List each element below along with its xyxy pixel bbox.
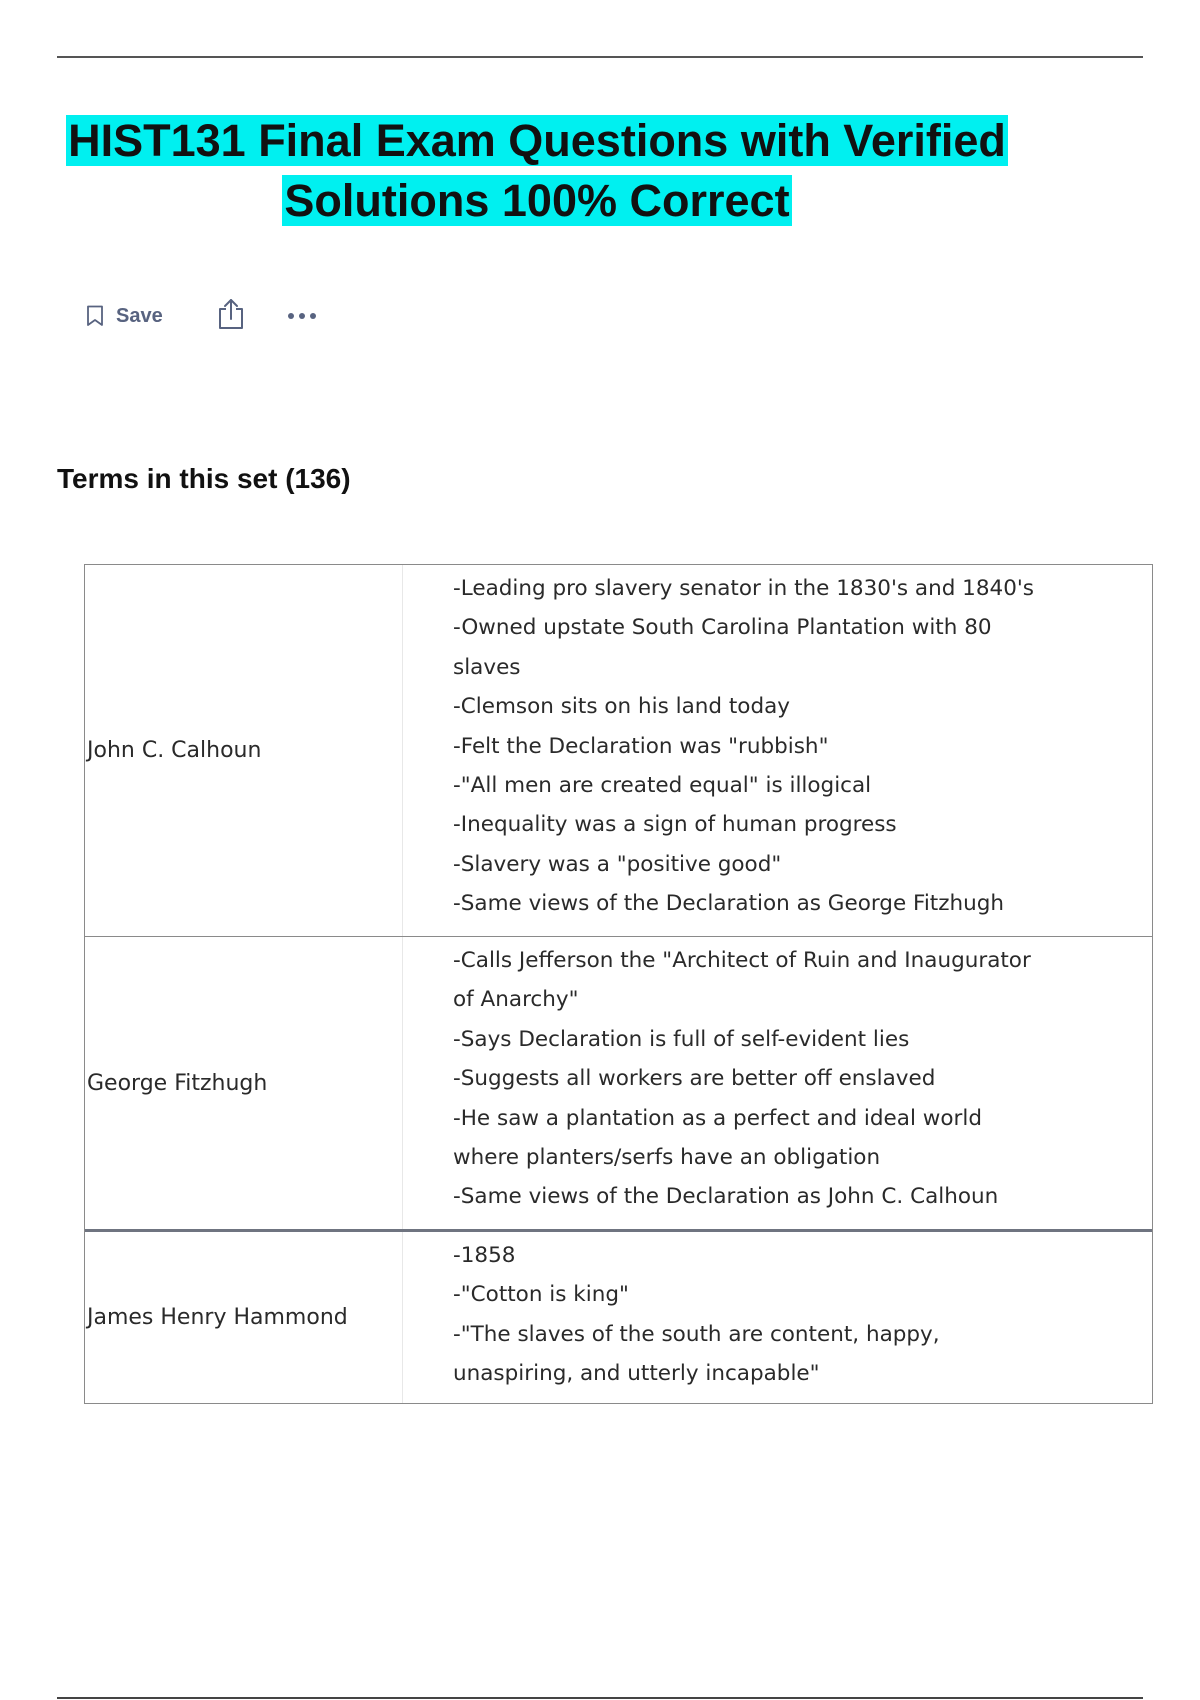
term-definition <box>403 565 1152 936</box>
definition-line: unaspiring, and utterly incapable" <box>453 1361 820 1387</box>
definition-line: -Same views of the Declaration as George Fitzhugh <box>453 891 1005 917</box>
bookmark-icon <box>86 305 104 327</box>
term-row-fitzhugh <box>85 936 1152 1229</box>
definition-line: -Clemson sits on his land today <box>453 694 791 720</box>
definition-line: where planters/serfs have an obligation <box>453 1145 881 1171</box>
definition-line: -Leading pro slavery senator in the 1830's and 1840's <box>453 576 1035 601</box>
share-icon <box>217 298 245 335</box>
save-button[interactable] <box>86 305 163 328</box>
definition-line: -Suggests all workers are better off enslaved <box>453 1066 936 1092</box>
share-button[interactable] <box>217 298 245 335</box>
definition-line: -Calls Jefferson the "Architect of Ruin and Inaugurator <box>453 948 1031 973</box>
definition-line: -Inequality was a sign of human progress <box>453 812 897 838</box>
terms-table <box>84 564 1153 1404</box>
definition-line: -"The slaves of the south are content, happy, <box>453 1321 940 1347</box>
action-toolbar <box>86 296 317 336</box>
term-word: George Fitzhugh <box>85 937 403 1229</box>
term-definition <box>403 1232 1152 1403</box>
term-definition <box>403 937 1152 1229</box>
term-row-calhoun <box>85 565 1152 936</box>
save-label: Save <box>116 304 163 327</box>
definition-line: -"Cotton is king" <box>453 1282 629 1308</box>
terms-heading: Terms in this set (136) <box>57 463 351 494</box>
page-title <box>57 111 1017 231</box>
page-title-text: HIST131 Final Exam Questions with Verified Solutions 100% Correct <box>68 115 1006 226</box>
definition-line: -Felt the Declaration was "rubbish" <box>453 733 829 759</box>
definition-line: -Slavery was a "positive good" <box>453 851 782 877</box>
definition-line: -"All men are created equal" is illogical <box>453 773 872 799</box>
definition-line: -Owned upstate South Carolina Plantation with 80 <box>453 615 992 641</box>
bottom-divider <box>57 1697 1143 1699</box>
more-horizontal-icon <box>287 307 317 325</box>
definition-line: -1858 <box>453 1243 516 1268</box>
term-row-hammond <box>85 1229 1152 1403</box>
top-divider <box>57 56 1143 58</box>
definition-line: -He saw a plantation as a perfect and ideal world <box>453 1105 982 1131</box>
definition-line: -Says Declaration is full of self-evident lies <box>453 1026 910 1052</box>
definition-line: -Same views of the Declaration as John C. Calhoun <box>453 1184 999 1210</box>
term-word: John C. Calhoun <box>85 565 403 936</box>
definition-line: slaves <box>453 654 521 680</box>
term-word: James Henry Hammond <box>85 1232 403 1403</box>
definition-line: of Anarchy" <box>453 987 579 1013</box>
more-options-button[interactable] <box>287 307 317 325</box>
